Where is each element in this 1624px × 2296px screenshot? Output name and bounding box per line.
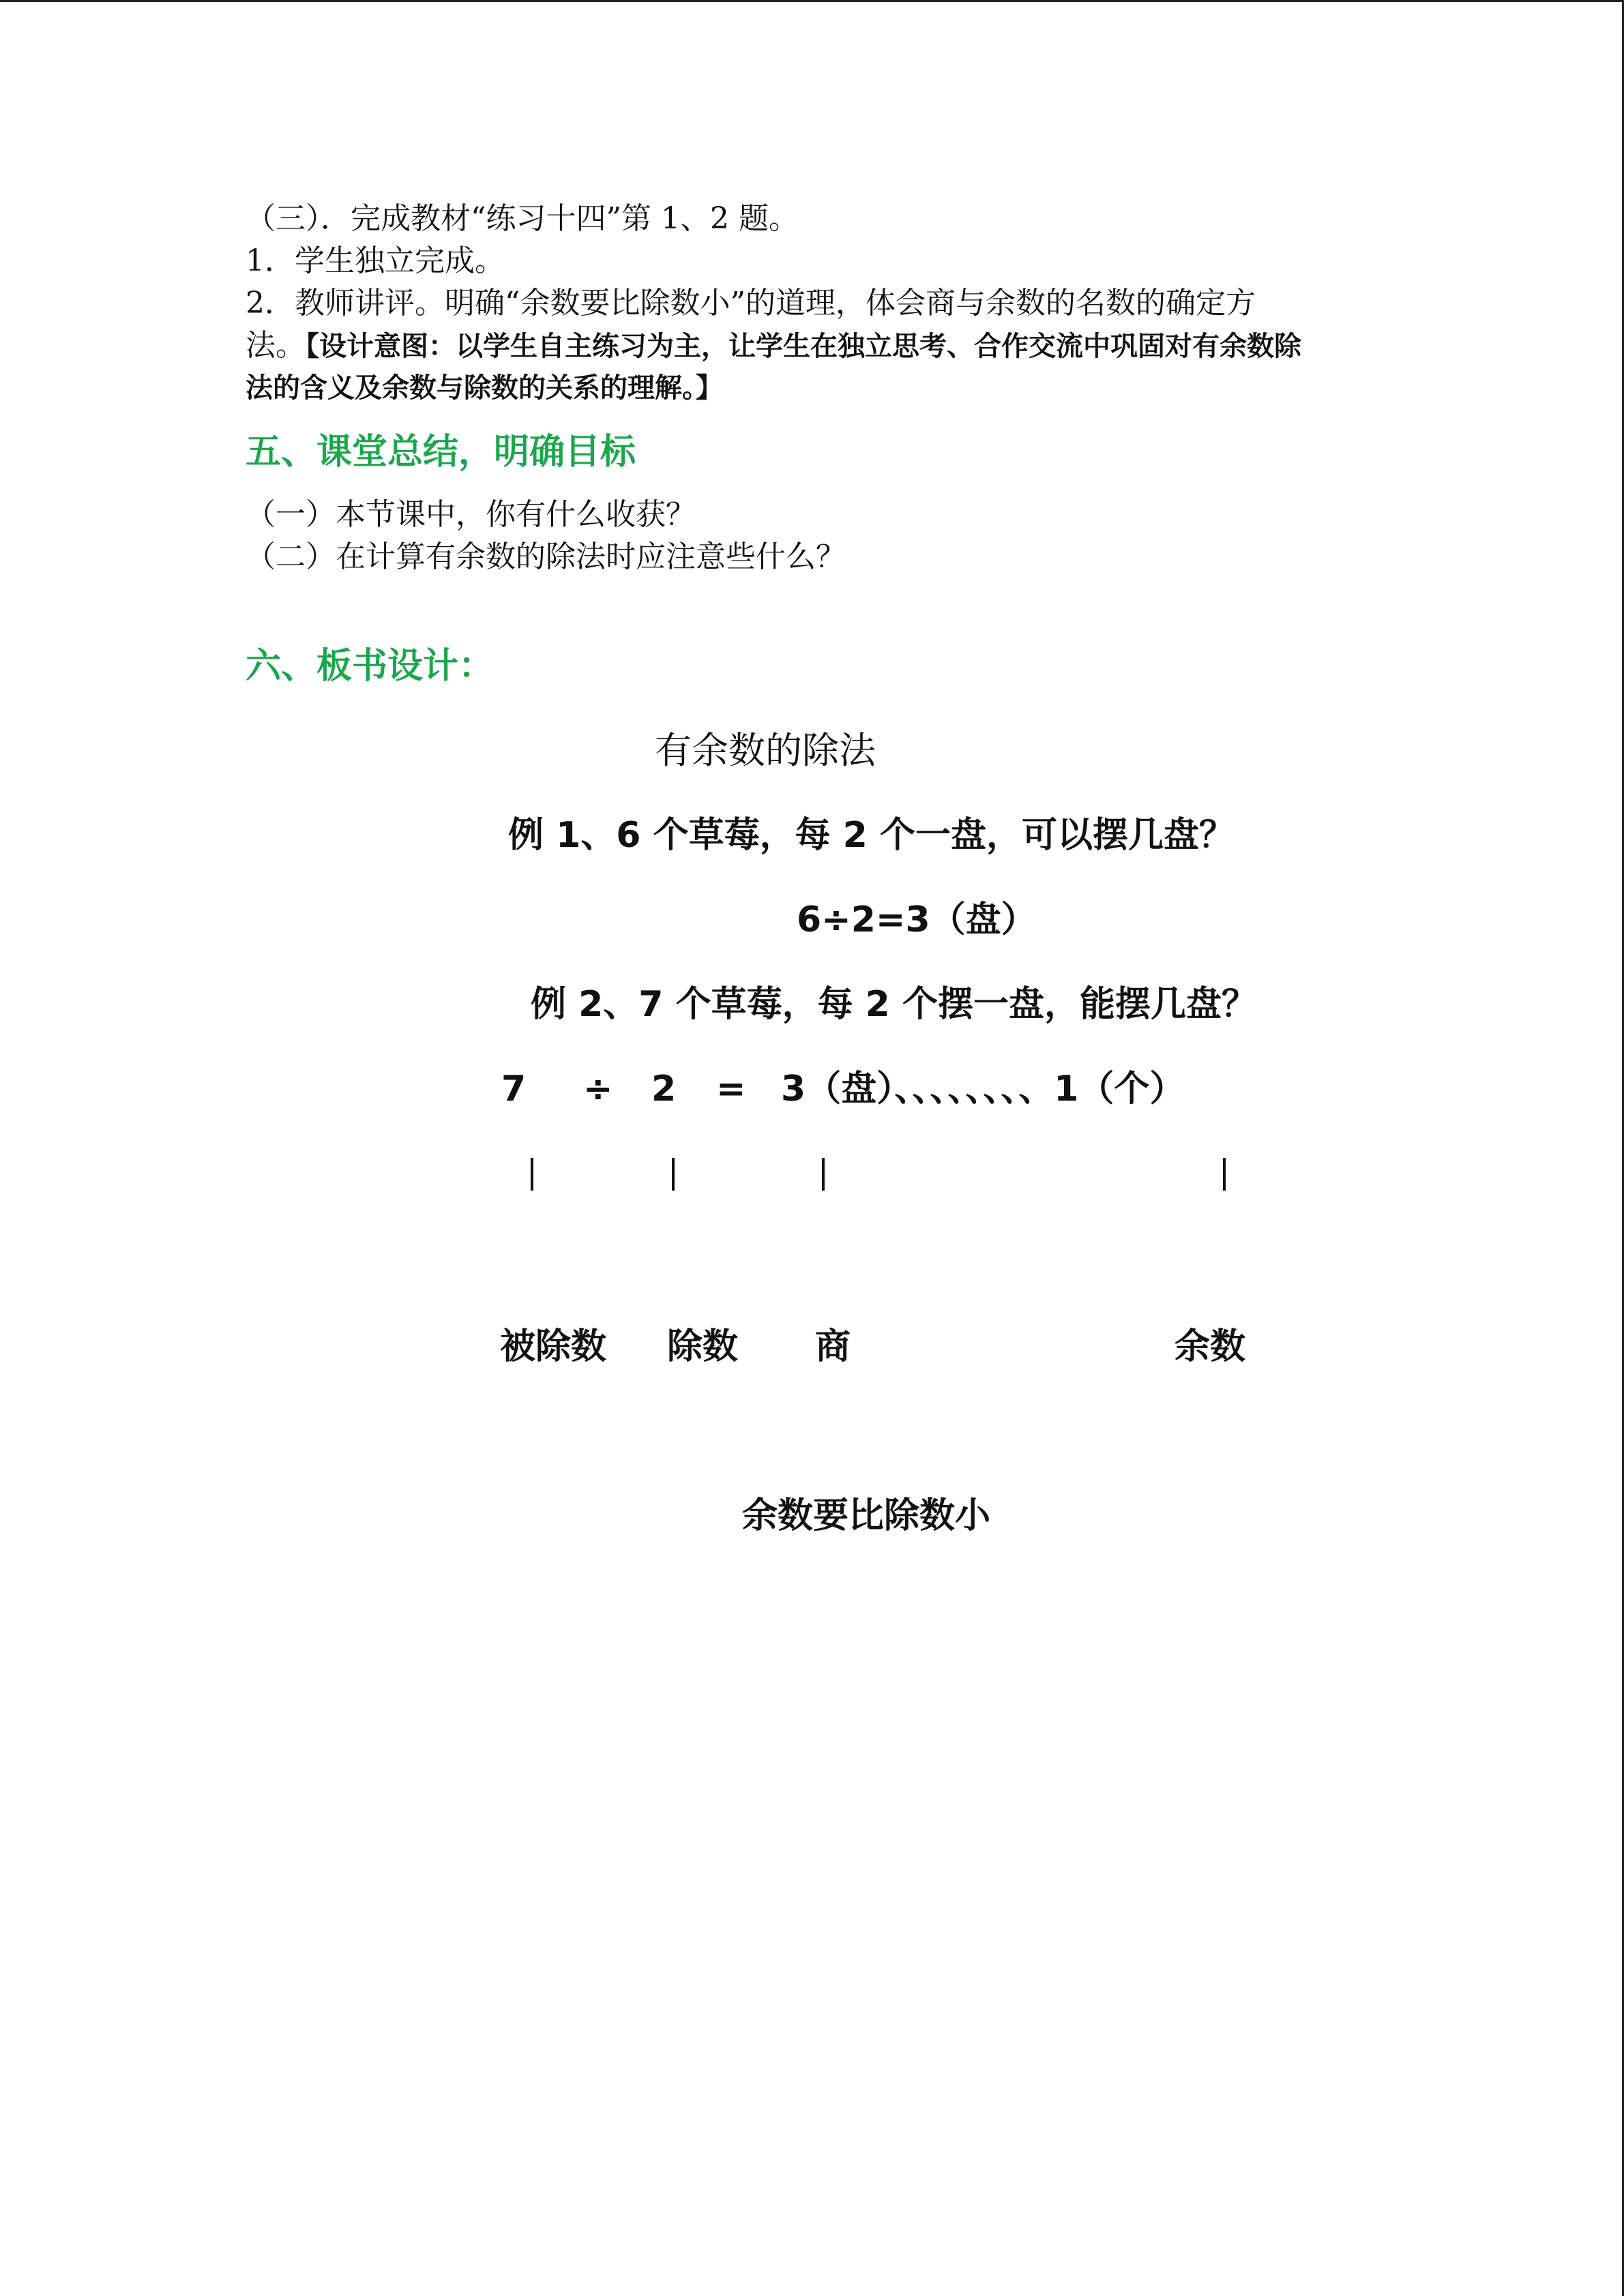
- section3-line4-start: 法。: [246, 328, 306, 363]
- bar-quotient: [822, 1158, 825, 1191]
- summary-question-1: （一）本节课中，你有什么收获？: [246, 497, 696, 532]
- heading-class-summary: 五、课堂总结，明确目标: [246, 432, 636, 473]
- design-intent-note-cont: 法的含义及余数与除数的关系的理解。】: [246, 372, 723, 404]
- eq2-remainder: 1: [1054, 1069, 1079, 1109]
- bar-divisor: [672, 1158, 675, 1191]
- eq2-dividend: 7: [501, 1069, 527, 1109]
- bar-dividend: [531, 1158, 533, 1191]
- heading-board-design: 六、板书设计：: [246, 646, 494, 687]
- eq2-remainder-unit: （个）: [1078, 1069, 1185, 1109]
- section3-line2: 1．学生独立完成。: [246, 243, 505, 278]
- eq2-division-sign: ÷: [583, 1069, 613, 1109]
- label-quotient: 商: [815, 1326, 851, 1367]
- board-example-2: 例 2、7 个草莓，每 2 个摆一盘，能摆几盘？: [531, 984, 1257, 1025]
- eq2-quotient: 3: [781, 1069, 806, 1109]
- section3-line1: （三）．完成教材“练习十四”第 1、2 题。: [246, 201, 799, 236]
- board-title: 有余数的除法: [655, 729, 876, 772]
- board-conclusion: 余数要比除数小: [742, 1495, 991, 1536]
- eq2-quotient-group: [781, 1065, 1185, 1113]
- board-example-1: 例 1、6 个草莓，每 2 个一盘，可以摆几盘？: [508, 815, 1235, 856]
- eq2-dots: 、、、、、、、、: [894, 1069, 1054, 1109]
- eq2-divisor: 2: [651, 1069, 677, 1109]
- design-intent-note: 【设计意图：以学生自主练习为主，让学生在独立思考、合作交流中巩固对有余数除: [306, 331, 1301, 362]
- section3-line3: 2．教师讲评。明确“余数要比除数小”的道理，体会商与余数的名数的确定方: [246, 286, 1256, 320]
- label-remainder: 余数: [1175, 1326, 1246, 1367]
- eq2-quotient-unit: （盘）: [806, 1069, 895, 1109]
- label-divisor: 除数: [667, 1326, 739, 1367]
- bar-remainder: [1223, 1158, 1226, 1191]
- label-dividend: 被除数: [500, 1326, 607, 1367]
- board-equation-1: 6÷2=3（盘）: [797, 899, 1037, 940]
- section3-line4: [246, 325, 1301, 368]
- summary-question-2: （二）在计算有余数的除法时应注意些什么？: [246, 539, 846, 574]
- eq2-equals: =: [716, 1069, 746, 1109]
